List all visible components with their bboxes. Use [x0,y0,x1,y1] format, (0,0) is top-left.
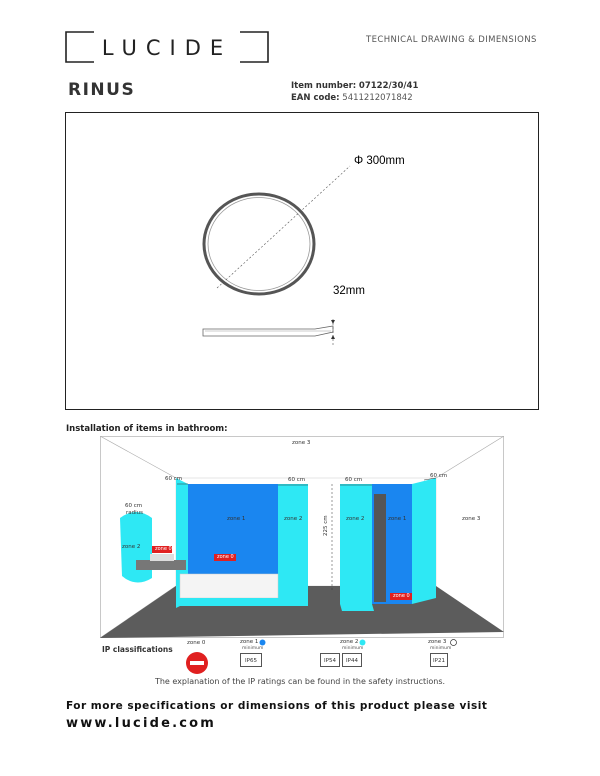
no-entry-icon [185,651,209,675]
footer-text: For more specifications or dimensions of this product please visit [66,700,488,712]
zone2-shower-floor [340,604,374,611]
dim-60-mid2: 60 cm [345,477,363,483]
zone3-color-dot-icon [450,639,457,646]
zone0-bath-label: zone 0 [217,554,234,560]
zone3-right-label: zone 3 [462,516,481,522]
ip-zone3-min: minimum [430,646,452,651]
dim-60-left: 60 cm [165,476,183,482]
item-number-value: 07122/30/41 [358,81,419,91]
diameter-label: Φ 300mm [354,155,405,167]
dim-60-mid1: 60 cm [288,477,306,483]
ip44-badge: IP44 [342,653,362,667]
dim-radius-2: radius [126,510,144,516]
logo-text: LUCIDE [101,36,233,60]
ip-zone1-label: zone 1 [240,639,259,645]
product-name: RINUS [68,80,136,100]
shower-glass [374,494,386,602]
ip-zone2-label: zone 2 [340,639,359,645]
zone1-color-dot-icon [259,639,266,646]
zone2-sink-label: zone 2 [122,544,141,550]
zone2-left-label: zone 2 [284,516,303,522]
zone2-color-dot-icon [359,639,366,646]
dim-225-label: 225 cm [323,515,329,536]
zone2-shower-side [340,484,372,604]
footer-url-link[interactable]: www.lucide.com [66,716,217,731]
dim-radius-1: 60 cm [125,503,143,509]
bathroom-zones-diagram [100,436,504,638]
sink-basin [150,554,174,561]
sink-counter [136,560,186,570]
height-label: 32mm [333,285,365,297]
zone2-floor-strip [178,598,308,606]
lamp-top-view-inner [208,198,310,291]
ip-heading: IP classifications [102,645,173,654]
ip54-badge: IP54 [320,653,340,667]
ip65-badge: IP65 [240,653,262,667]
technical-drawing [65,112,539,410]
ean-value: 5411212071842 [342,93,413,103]
zone2-right-label: zone 2 [346,516,365,522]
height-arrow-top [331,320,335,324]
zone0-sink-label: zone 0 [155,546,172,552]
logo-frame [64,30,270,64]
lucide-logo [64,30,270,64]
bathtub [180,574,278,598]
zone3-top-label: zone 3 [292,440,311,446]
ip21-badge: IP21 [430,653,448,667]
zone2-right-wall [412,478,436,604]
zone1-right-label: zone 1 [388,516,407,522]
height-arrow-bottom [331,335,335,339]
header-section-title: TECHNICAL DRAWING & DIMENSIONS [366,35,537,45]
item-number-line [291,81,418,91]
item-number-label: Item number: [291,81,357,91]
ean-label: EAN code: [291,93,340,103]
zone1-left-label: zone 1 [227,516,246,522]
dim-60-right: 60 cm [430,473,448,479]
ean-line [291,93,413,103]
ip-zone1-min: minimum [242,646,264,651]
ip-zone3-label: zone 3 [428,639,447,645]
bathroom-section-title: Installation of items in bathroom: [66,424,228,434]
lamp-top-view-outer [204,194,314,294]
zone0-shower-label: zone 0 [393,593,410,599]
zone2-bath-side [278,484,308,604]
ip-zone0-label: zone 0 [187,640,206,646]
ip-explanation-note: The explanation of the IP ratings can be found in the safety instructions. [154,677,446,686]
ip-zone2-min: minimum [342,646,364,651]
diameter-line [217,166,350,288]
